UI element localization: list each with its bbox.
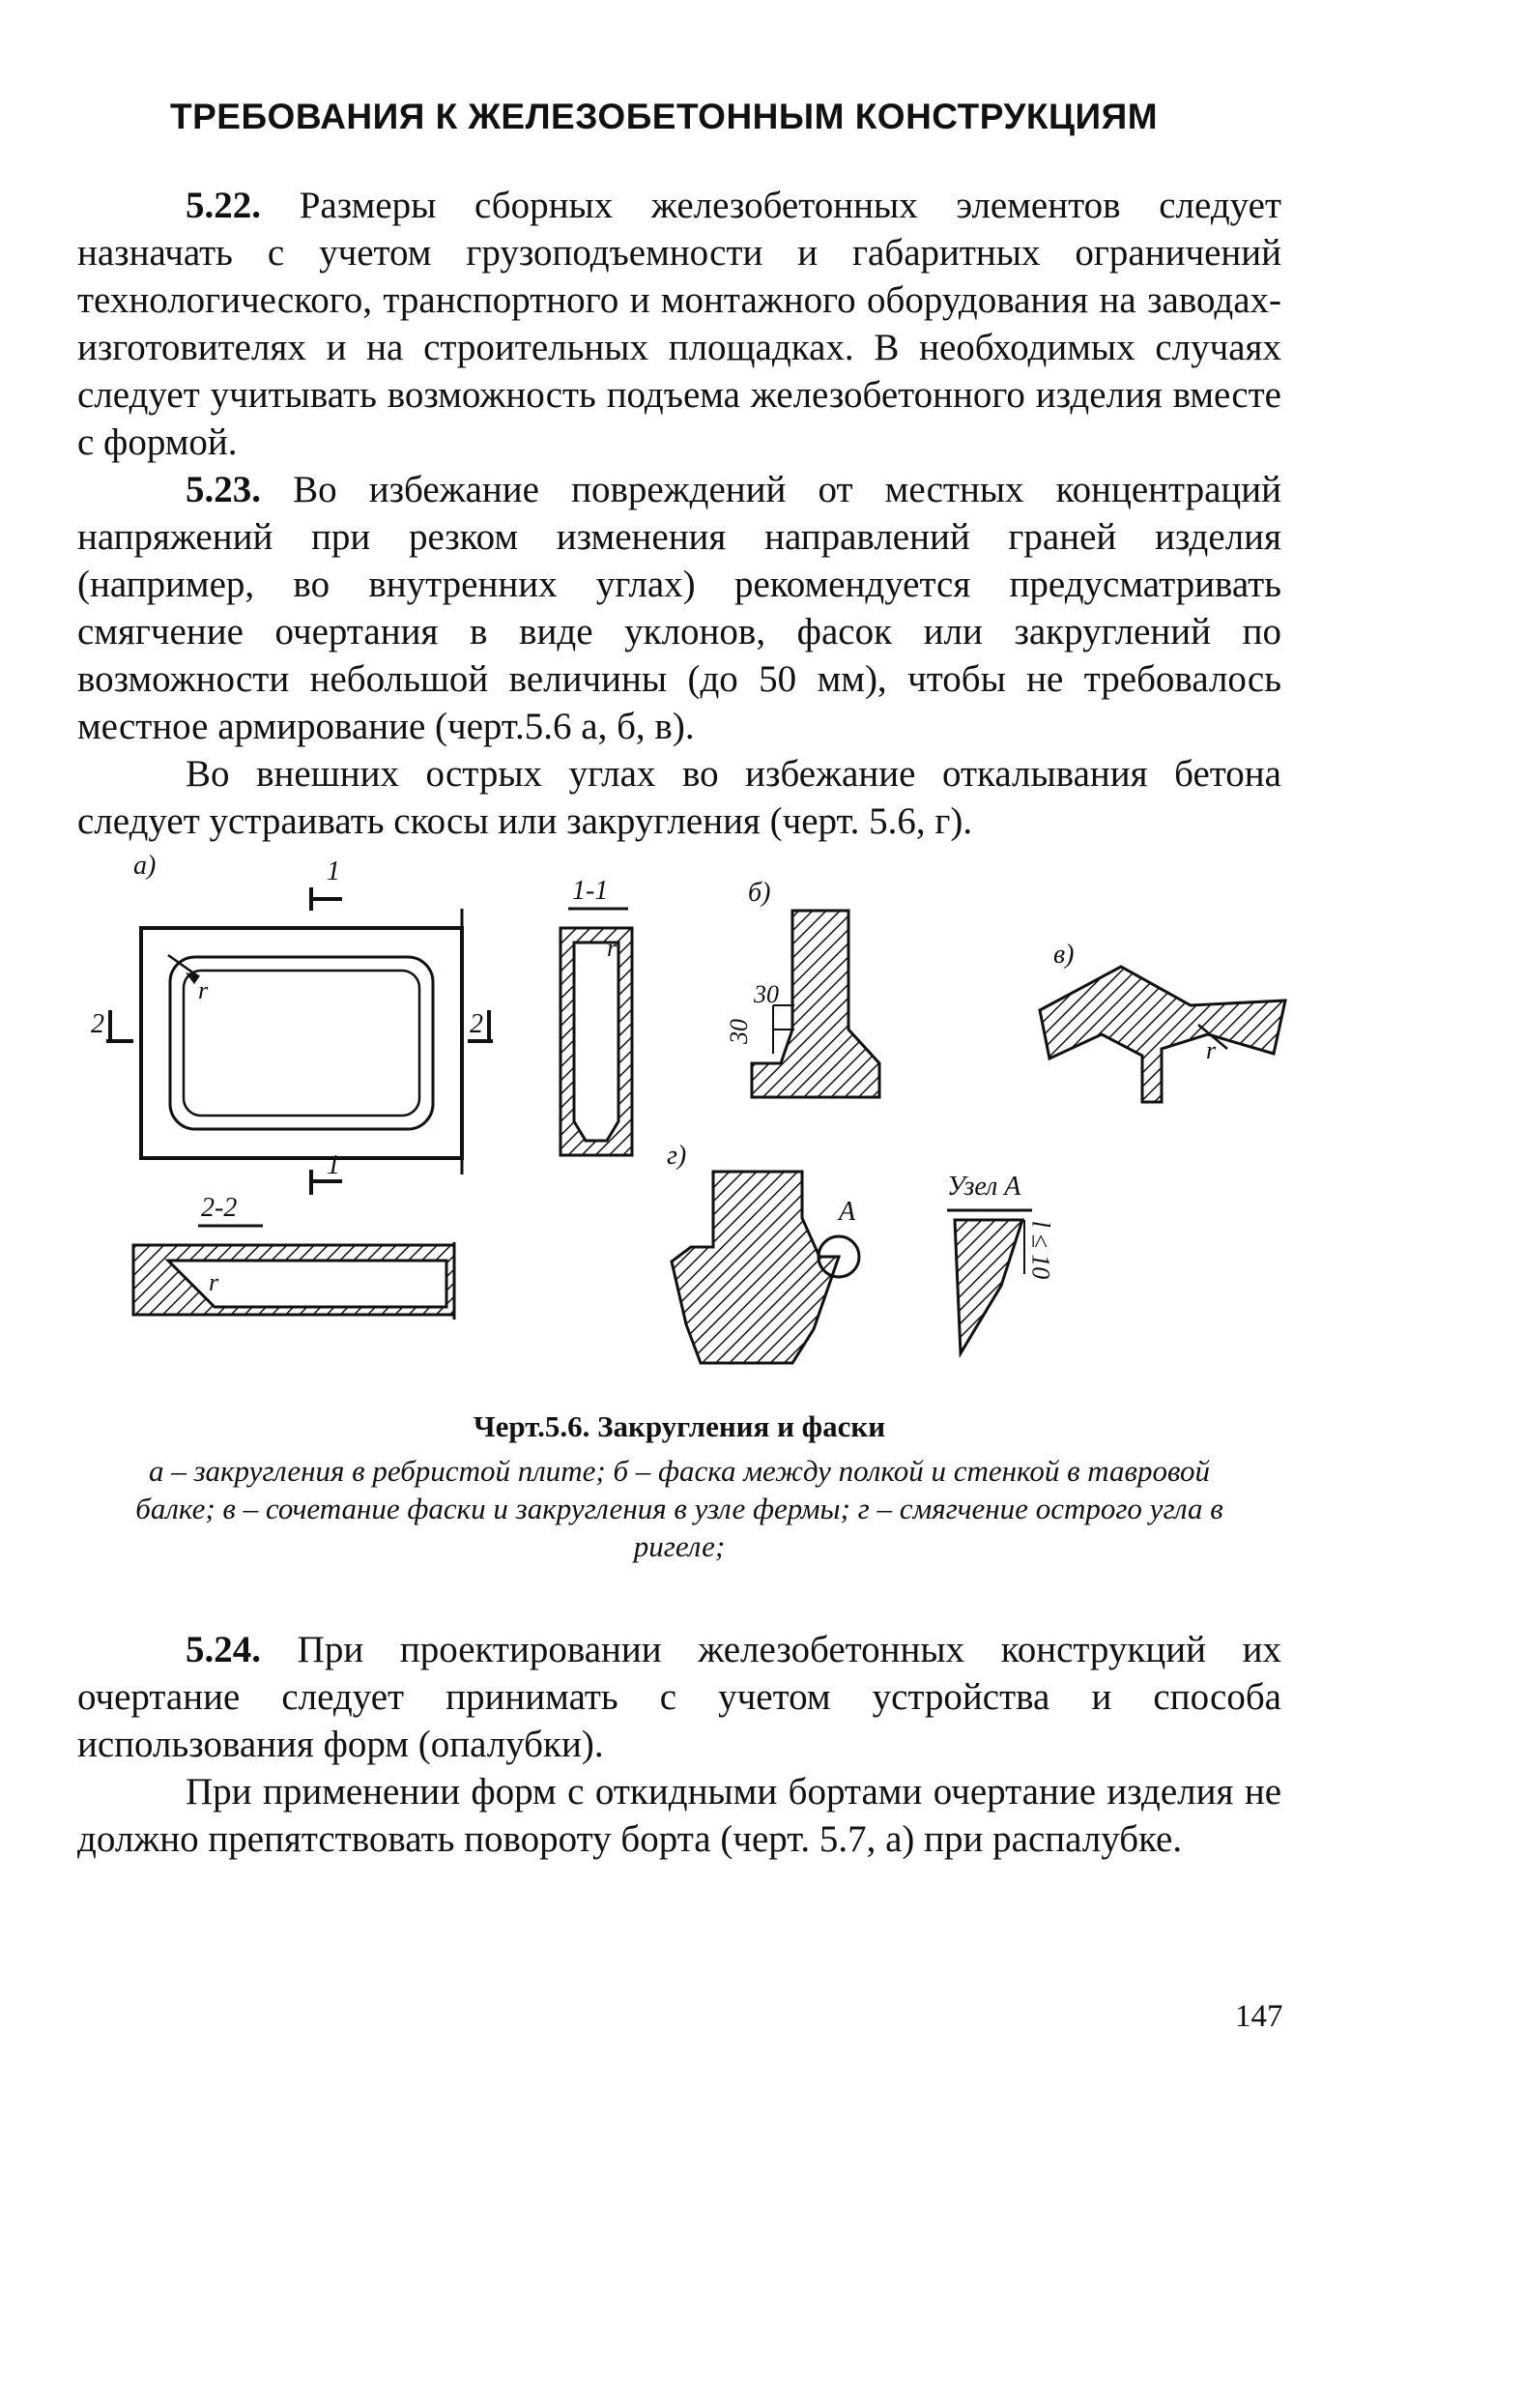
label-b: б) <box>748 878 771 908</box>
label-v: в) <box>1053 940 1075 970</box>
section-label-2-2: 2-2 <box>201 1193 238 1223</box>
cut-label-2-right: 2 <box>470 1009 483 1039</box>
clause-text: Размеры сборных железобетонных элементов следует назначать с учетом грузоподъемности и габаритных ограничений технологического, транспортного и монтажного оборудования на заводах-изготовителях и на строительных площадках. В необходимых случаях следует учитывать возможность подъема железобетонного изделия вместе с формой. <box>77 185 1281 463</box>
clause-number: 5.24. <box>186 1629 261 1670</box>
clause-text: При применении форм с откидными бортами очертание изделия не должно препятствовать повороту борта (черт. 5.7, а) при распалубке. <box>77 1771 1281 1860</box>
cut-marks-2 <box>106 1010 493 1041</box>
radius-label-2-2: r <box>209 1268 219 1296</box>
truss-node-v <box>1040 967 1285 1102</box>
section-2-2 <box>133 1226 454 1320</box>
section-1-1 <box>560 909 632 1155</box>
dim-l-label: l ≤ 10 <box>1026 1220 1055 1280</box>
cut-label-2-left: 2 <box>91 1009 104 1039</box>
cut-label-1-bottom: 1 <box>327 1150 340 1180</box>
node-a-detail <box>947 1210 1032 1353</box>
clause-text: Во избежание повреждений от местных концентраций напряжений при резком изменения направлений граней изделия (например, во внутренних углах) рекомендуется предусматривать смягчение очертания в виде уклонов, фасок или закруглений по возможности небольшой величины (до 50 мм), чтобы не требовалось местное армирование (черт.5.6 а, б, в). <box>77 469 1281 747</box>
paragraph-5-24 <box>77 1626 1281 1768</box>
page-number: 147 <box>1235 1999 1283 2034</box>
paragraph-forms <box>77 1768 1281 1863</box>
girder-corner-g <box>672 1172 859 1363</box>
figure-caption-text: а – закругления в ребристой плите; б – фаска между полкой и стенкой в тавровой балке; в – сочетание фаски и закругления в узле фермы; г – смягчение острого угла в ригеле; <box>135 1454 1223 1563</box>
figure-caption-title: Черт.5.6. Закругления и фаски <box>473 1409 886 1443</box>
label-g: г) <box>667 1141 687 1171</box>
text-block-bottom <box>77 1626 1281 1863</box>
clause-number: 5.23. <box>186 469 261 510</box>
clause-text: Во внешних острых углах во избежание откалывания бетона следует устраивать скосы или закругления (черт. 5.6, г). <box>77 753 1281 842</box>
cut-marks-1 <box>311 887 342 1195</box>
cut-label-1-top: 1 <box>327 856 340 886</box>
node-a-title: Узел А <box>947 1172 1021 1202</box>
clause-number: 5.22. <box>186 185 261 226</box>
page-heading: ТРЕБОВАНИЯ К ЖЕЛЕЗОБЕТОННЫМ КОНСТРУКЦИЯМ <box>170 97 1159 136</box>
label-a: а) <box>133 851 157 881</box>
slab-plan-a <box>141 909 462 1175</box>
node-a-marker: А <box>839 1197 856 1227</box>
radius-label-truss: r <box>1206 1036 1217 1064</box>
clause-text: При проектировании железобетонных конструкций их очертание следует принимать с учетом устройства и способа использования форм (опалубки). <box>77 1629 1281 1765</box>
dim-30-vertical-label: 30 <box>725 1019 753 1044</box>
dim-30-label: 30 <box>754 980 779 1008</box>
radius-label-1-1: r <box>607 934 618 962</box>
radius-label-plan: r <box>198 976 209 1004</box>
section-label-1-1: 1-1 <box>572 876 609 906</box>
